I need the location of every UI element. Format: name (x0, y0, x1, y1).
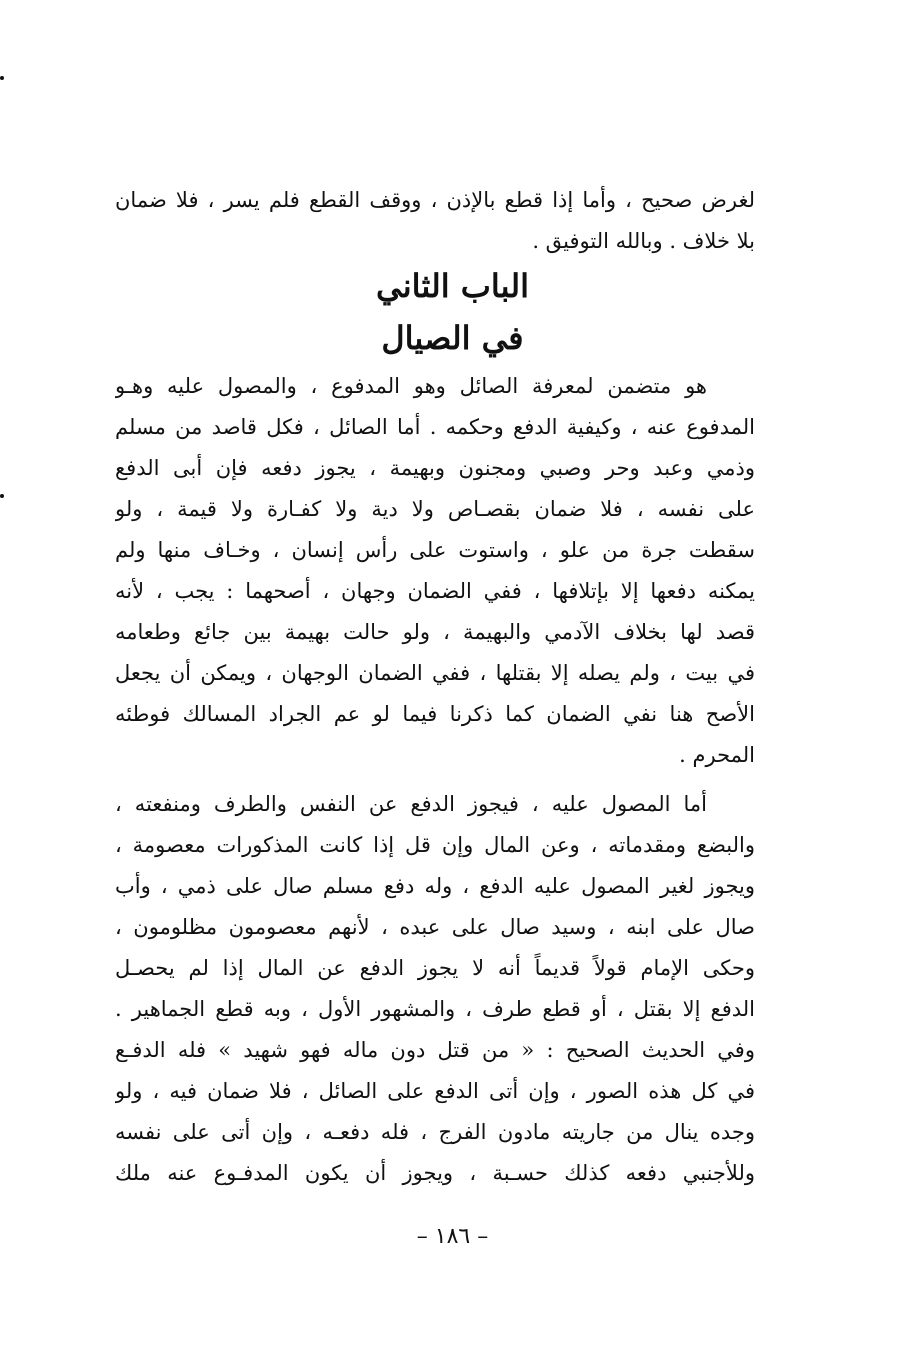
page-number: – ١٨٦ – (416, 1224, 489, 1249)
text-line: لغرض صحيح ، وأما إذا قطع بالإذن ، ووقف القطع فلم يسر ، فلا ضمان (115, 188, 755, 212)
text-line: أما المصول عليه ، فيجوز الدفع عن النفس والطرف ومنفعته ، (115, 792, 707, 816)
chapter-subtitle: في الصيال (381, 319, 524, 357)
text-line: في كل هذه الصور ، وإن أتى الدفع على الصائل ، فلا ضمان فيه ، ولو (115, 1079, 755, 1103)
top-paragraph (115, 180, 755, 262)
margin-mark-top (0, 76, 4, 80)
text-line: وللأجنبي دفعه كذلك حسـبة ، ويجوز أن يكون المدفـوع عنه ملك (115, 1161, 755, 1185)
text-line: وذمي وعبد وحر وصبي ومجنون وبهيمة ، يجوز دفعه فإن أبى الدفع (115, 456, 755, 480)
text-line: سقطت جرة من علو ، واستوت على رأس إنسان ، وخـاف منها ولم (115, 538, 755, 562)
text-line: ويجوز لغير المصول عليه الدفع ، وله دفع مسلم صال على ذمي ، وأب (115, 874, 755, 898)
text-line: وجده ينال من جاريته مادون الفرج ، فله دفعـه ، وإن أتى على نفسه (115, 1120, 755, 1144)
paragraph-1 (115, 366, 755, 776)
text-line: المحرم . (679, 743, 755, 767)
text-line: هو متضمن لمعرفة الصائل وهو المدفوع ، والمصول عليه وهـو (115, 374, 707, 398)
text-line: في بيت ، ولم يصله إلا بقتلها ، ففي الضمان الوجهان ، ويمكن أن يجعل (115, 661, 755, 685)
text-line: وفي الحديث الصحيح : « من قتل دون ماله فهو شهيد » فله الدفـع (115, 1038, 755, 1062)
text-line: الأصح هنا نفي الضمان كما ذكرنا فيما لو عم الجراد المسالك فوطئه (115, 702, 755, 726)
text-line: الدفع إلا بقتل ، أو قطع طرف ، والمشهور الأول ، وبه قطع الجماهير . (115, 997, 755, 1021)
text-line: والبضع ومقدماته ، وعن المال وإن قل إذا كانت المذكورات معصومة ، (115, 833, 755, 857)
text-line: وحكى الإمام قولاً قديماً أنه لا يجوز الدفع عن المال إذا لم يحصـل (115, 956, 755, 980)
text-line: صال على ابنه ، وسيد صال على عبده ، لأنهم معصومون مظلومون ، (115, 915, 755, 939)
text-line: بلا خلاف . وبالله التوفيق . (532, 229, 755, 253)
text-line: يمكنه دفعها إلا بإتلافها ، ففي الضمان وجهان ، أصحهما : يجب ، لأنه (115, 579, 755, 603)
margin-mark-middle (0, 494, 4, 498)
text-line: المدفوع عنه ، وكيفية الدفع وحكمه . أما الصائل ، فكل قاصد من مسلم (115, 415, 755, 439)
paragraph-2 (115, 784, 755, 1194)
chapter-title: الباب الثاني (376, 267, 529, 305)
text-line: قصد لها بخلاف الآدمي والبهيمة ، ولو حالت بهيمة بين جائع وطعامه (115, 620, 755, 644)
text-line: على نفسه ، فلا ضمان بقصـاص ولا دية ولا كفـارة ولا قيمة ، ولو (115, 497, 755, 521)
